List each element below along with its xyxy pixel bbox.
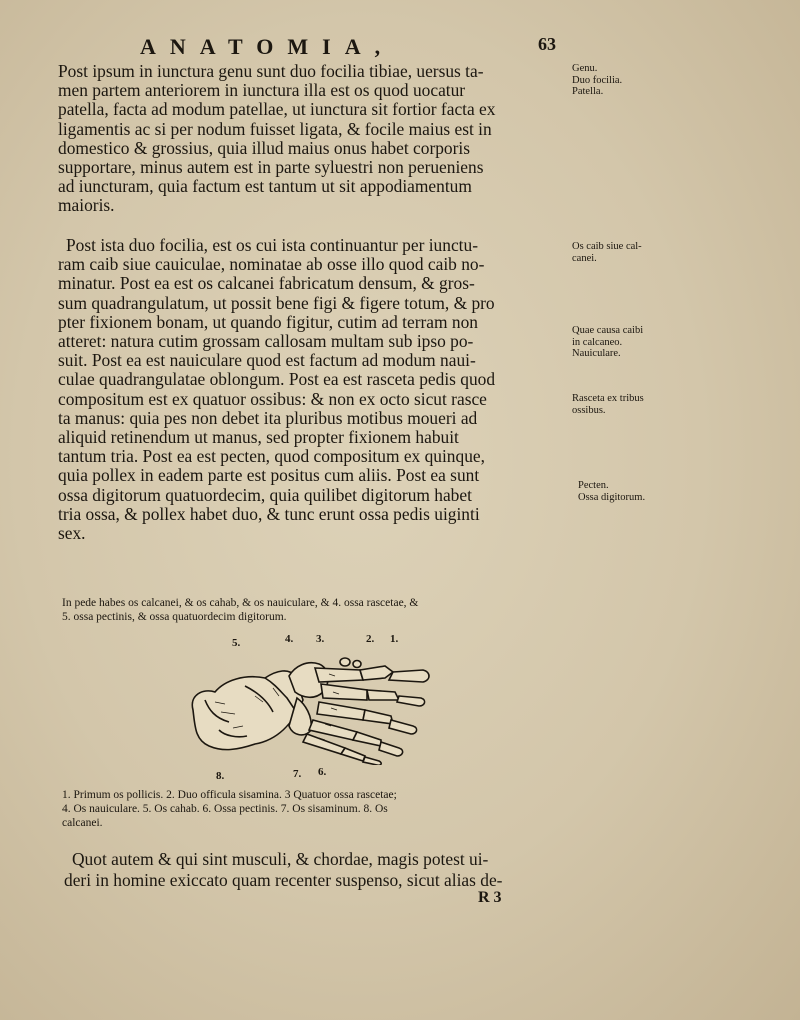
figure-label-7: 7. [293, 768, 302, 780]
caption-line: 5. ossa pectinis, & ossa quatuordecim digitorum. [62, 611, 287, 623]
text-line: atteret: natura cutim grossam callosam multam sub ipso po- [58, 332, 474, 352]
text-line: pter fixionem bonam, ut quando figitur, cutim ad terram non [58, 312, 478, 332]
marginal-line: Rasceta ex tribus [572, 393, 644, 404]
signature-mark: R 3 [478, 889, 502, 906]
caption-line: 4. Os nauiculare. 5. Os cahab. 6. Ossa pectinis. 7. Os sisaminum. 8. Os [62, 803, 388, 815]
text-line: ram caib siue cauiculae, nominatae ab osse illo quod caib no- [58, 255, 485, 275]
text-line: Quot autem & qui sint musculi, & chordae, magis potest ui- [72, 849, 489, 869]
figure-label-8: 8. [216, 770, 225, 782]
text-line: patella, facta ad modum patellae, ut iunctura sit fortior facta ex [58, 100, 496, 120]
text-line: deri in homine exiccato quam recenter suspenso, sicut alias de- [64, 870, 503, 890]
text-line: Post ipsum in iunctura genu sunt duo focilia tibiae, uersus ta- [58, 62, 484, 81]
marginal-line: Genu. [572, 63, 598, 74]
caption-line: 1. Primum os pollicis. 2. Duo officula sisamina. 3 Quatuor ossa rascetae; [62, 789, 397, 801]
marginal-note-caib [572, 241, 742, 264]
text-line: ad iuncturam, quia factum est tantum ut sit appodiamentum [58, 177, 472, 197]
text-line: minatur. Post ea est os calcanei fabricatum densum, & gros- [58, 274, 475, 294]
marginal-note-pecten [578, 480, 748, 503]
marginal-note-calcaneo [572, 325, 742, 360]
text-line: sex. [58, 524, 86, 544]
caption-line: calcanei. [62, 817, 103, 829]
text-line: ligamentis ac si per nodum fuisset ligata, & focile maius est in [58, 119, 492, 139]
marginal-line: Os caib siue cal- [572, 241, 642, 252]
paragraph-musculi [64, 849, 584, 891]
figure-label-4: 4. [285, 633, 294, 645]
marginal-line: canei. [572, 252, 597, 264]
text-line: ossa digitorum quatuordecim, quia quilibet digitorum habet [58, 485, 472, 505]
text-line: compositum est ex quatuor ossibus: & non ex octo sicut rasce [58, 389, 487, 409]
text-line: Post ista duo focilia, est os cui ista continuantur per iunctu- [66, 236, 478, 255]
figure-label-1: 1. [390, 633, 399, 645]
marginal-line: ossibus. [572, 404, 606, 416]
text-line: suit. Post ea est nauiculare quod est factum ad modum naui- [58, 351, 476, 371]
marginal-line: Quae causa caibi [572, 325, 644, 336]
figure-label-6: 6. [318, 766, 327, 778]
figure-key [62, 788, 602, 830]
running-head: ANATOMIA, [140, 34, 395, 59]
text-line: tantum tria. Post ea est pecten, quod compositum ex quinque, [58, 447, 485, 467]
text-line: tria ossa, & pollex habet duo, & tunc erunt ossa pedis uiginti [58, 504, 480, 524]
marginal-line: Duo focilia. [572, 74, 623, 86]
caption-line: In pede habes os calcanei, & os cahab, & os nauiculare, & 4. ossa rascetae, & [62, 597, 419, 609]
figure-caption [62, 596, 602, 624]
paragraph-foot-bones [58, 236, 568, 543]
marginal-line: Patella. [572, 86, 604, 97]
paragraph-patella [58, 62, 568, 216]
marginal-line: in calcaneo. [572, 336, 623, 348]
folio-number: 63 [538, 34, 556, 54]
text-line: domestico & grossius, quia illud maius onus habet corporis [58, 138, 471, 158]
marginal-line: Nauiculare. [572, 348, 621, 359]
marginal-note-genu [572, 63, 742, 98]
text-line: sum quadrangulatum, ut possit bene figi & figere totum, & pro [58, 293, 495, 313]
figure-label-2: 2. [366, 633, 375, 645]
marginal-line: Pecten. [578, 480, 609, 491]
text-line: culae quadrangulatae oblongum. Post ea est rasceta pedis quod [58, 370, 496, 390]
text-line: supportare, minus autem est in parte syluestri non perueniens [58, 158, 484, 178]
text-line: maioris. [58, 196, 115, 216]
text-line: ta manus: quia pes non debet ita pluribus motibus moueri ad [58, 408, 478, 428]
text-line: aliquid retinendum ut manus, sed propter fixionem habuit [58, 428, 459, 448]
figure-label-5: 5. [232, 637, 241, 649]
marginal-line: Ossa digitorum. [578, 491, 646, 503]
text-line: men partem anteriorem in iunctura illa est os quod uocatur [58, 81, 466, 101]
marginal-note-rasceta [572, 393, 742, 416]
text-line: quia pollex in eadem parte est positus cum aliis. Post ea sunt [58, 466, 480, 486]
figure-label-3: 3. [316, 633, 325, 645]
foot-skeleton-woodcut [185, 640, 435, 765]
